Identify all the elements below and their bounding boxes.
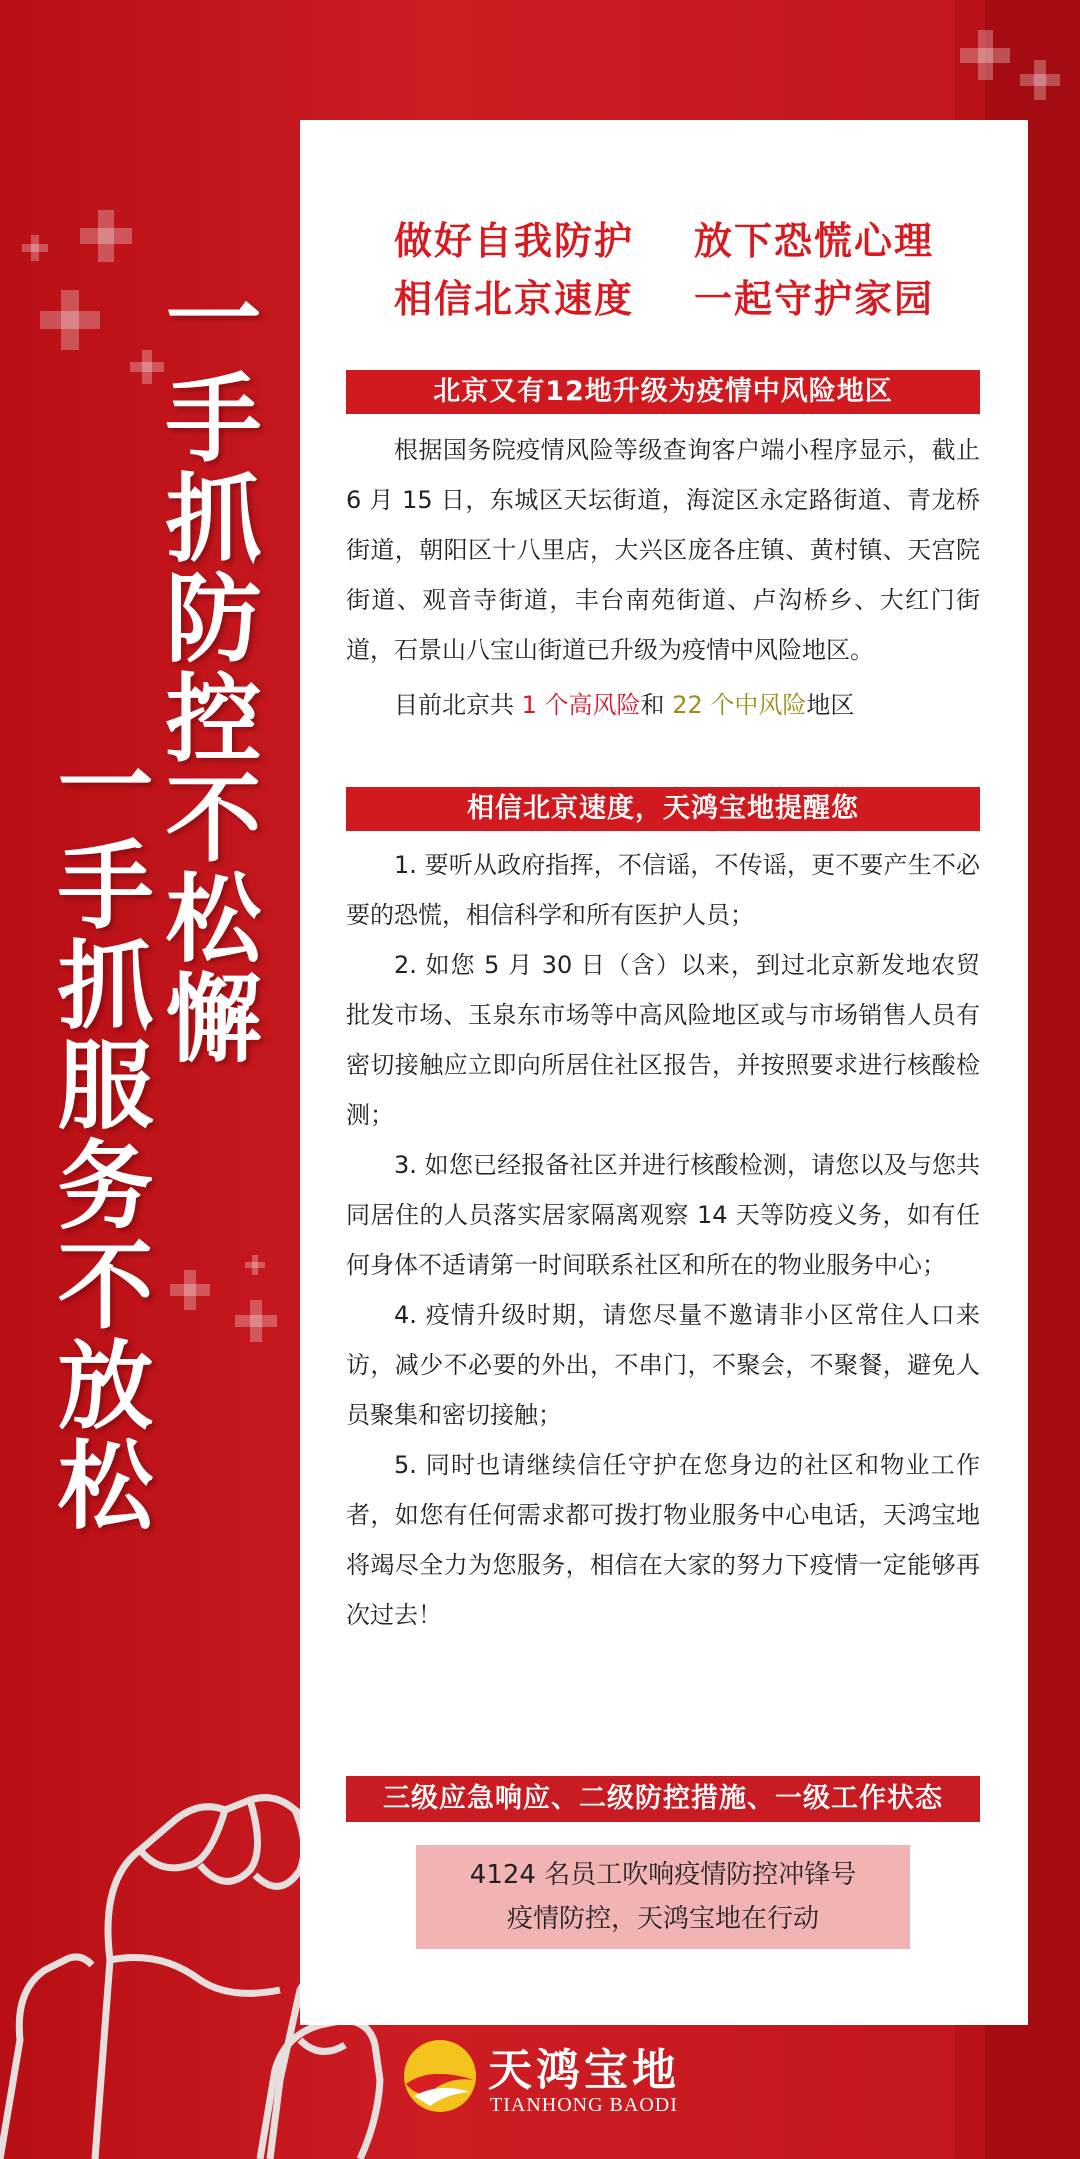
medical-cross-icon: [235, 1300, 277, 1342]
list-item: 2. 如您 5 月 30 日（含）以来，到过北京新发地农贸批发市场、玉泉东市场等中高风险地区或与市场销售人员有密切接触应立即向所居住社区报告，并按照要求进行核酸检测；: [346, 951, 980, 1129]
medical-cross-icon: [960, 30, 1010, 80]
promo-box: [416, 1845, 910, 1949]
risk-count-suffix: 地区: [806, 691, 855, 719]
logo-name-cn: 天鸿宝地: [488, 2045, 680, 2096]
intro-paragraph: 根据国务院疫情风险等级查询客户端小程序显示，截止 6 月 15 日，东城区天坛街道，海淀区永定路街道、青龙桥街道，朝阳区十八里店，大兴区庞各庄镇、黄村镇、天宫院街道、观音寺街道，丰台南苑街道、卢沟桥乡、大红门街道，石景山八宝山街道已升级为疫情中风险地区。: [346, 436, 980, 664]
medical-cross-icon: [22, 235, 48, 261]
risk-count-prefix: 目前北京共: [394, 691, 522, 719]
high-risk-count: 1 个高风险: [521, 691, 641, 719]
banner-reminder: 相信北京速度，天鸿宝地提醒您: [346, 787, 980, 831]
list-item: 1. 要听从政府指挥，不信谣，不传谣，更不要产生不必要的恐慌，相信科学和所有医护人员；: [346, 851, 980, 929]
banner-response-levels: 三级应急响应、二级防控措施、一级工作状态: [346, 1776, 980, 1822]
list-item: 4. 疫情升级时期，请您尽量不邀请非小区常住人口来访，减少不必要的外出，不串门，不聚会，不聚餐，避免人员聚集和密切接触；: [346, 1301, 980, 1429]
reminder-list: [346, 840, 980, 1640]
list-item: 3. 如您已经报备社区并进行核酸检测，请您以及与您共同居住的人员落实居家隔离观察 14 天等防疫义务，如有任何身体不适请第一时间联系社区和所在的物业服务中心；: [346, 1151, 980, 1279]
header-trust-beijing: 相信北京速度: [393, 277, 634, 321]
logo-name-en: TIANHONG BAODI: [490, 2094, 678, 2116]
header-guard-home: 一起守护家园: [694, 277, 935, 321]
list-item: 5. 同时也请继续信任守护在您身边的社区和物业工作者，如您有任何需求都可拨打物业服务中心电话，天鸿宝地将竭尽全力为您服务，相信在大家的努力下疫情一定能够再次过去！: [346, 1451, 980, 1629]
slogan-prevention: 一手抓防控不松懈: [150, 268, 262, 1068]
logo-mark-icon: [400, 2036, 480, 2116]
medical-cross-icon: [245, 1255, 265, 1275]
header-line-2: [300, 268, 1028, 323]
header-calm-mind: 放下恐慌心理: [694, 219, 935, 263]
medical-cross-icon: [170, 1270, 210, 1310]
medical-cross-icon: [80, 210, 132, 262]
slogan-service: 一手抓服务不放松: [42, 735, 154, 1535]
notice-card: [300, 120, 1028, 2025]
mid-risk-count: 22 个中风险: [672, 691, 807, 719]
medical-cross-icon: [1020, 60, 1060, 100]
medical-cross-icon: [40, 290, 100, 350]
risk-count-line: [346, 680, 980, 730]
promo-line-2: 疫情防控，天鸿宝地在行动: [506, 1904, 819, 1934]
header-protect-self: 做好自我防护: [393, 219, 634, 263]
company-logo: [400, 2028, 700, 2138]
risk-count-connector: 和: [640, 691, 673, 719]
banner-mid-risk-areas: 北京又有12地升级为疫情中风险地区: [346, 370, 980, 414]
header-line-1: [300, 210, 1028, 265]
promo-line-1: 4124 名员工吹响疫情防控冲锋号: [469, 1860, 857, 1890]
